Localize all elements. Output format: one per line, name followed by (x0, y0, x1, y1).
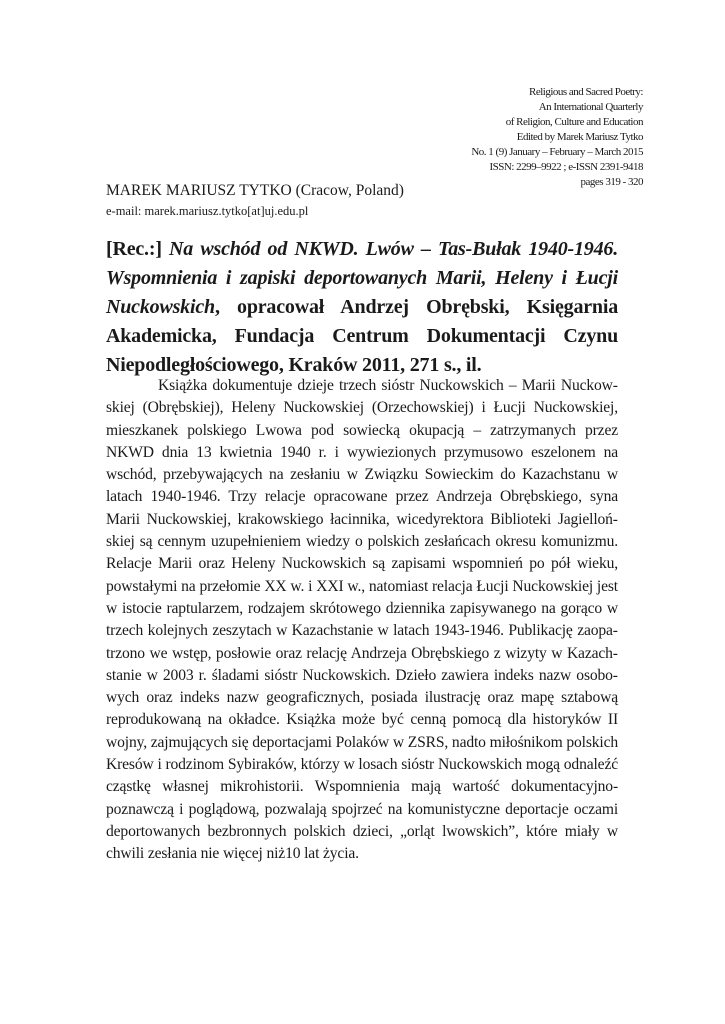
review-paragraph: Książka dokumentuje dzieje trzech sióstr Nuckowskich – Marii Nuckowskiej (Obrębskiej), Heleny Nuckowskiej (Orzechowskiej) i Łucji Nuckowskiej, mieszkanek polskiego Lwowa pod sowiecką okupacją – zatrzymanych przez NKWD dnia 13 kwietnia 1940 r. i wywiezionych przymusowo eszelonem na wschód, przebywających na zesłaniu w Związku Sowieckim do Kazachstanu w latach 1940-1946. Trzy relacje opracowane przez Andrzeja Obrębskiego, syna Marii Nuckowskiej, krakowskiego łacinnika, wicedyrektora Biblioteki Jagiellońskiej są cennym uzupełnieniem wiedzy o polskich zesłańcach okresu komunizmu. Relacje Marii oraz Heleny Nuckowskich są zapisami wspomnień po pół wieku, powstałymi na przełomie XX w. i XXI w., natomiast relacja Łucji Nuckowskiej jest w istocie raptularzem, rodzajem skrótowego dziennika zapisywanego na gorąco w trzech kolejnych zeszytach w Kazachstanie w latach 1943-1946. Publikację zaopatrzono we wstęp, posłowie oraz relację Andrzeja Obrębskiego z wizyty w Kazachstanie w 2003 r. śladami sióstr Nuckowskich. Dzieło zawiera indeks nazw osobowych oraz indeks nazw geograficznych, posiada ilustrację oraz mapę sztabową reprodukowaną na okładce. Książka może być cenną pomocą dla historyków II wojny, zajmujących się deportacjami Polaków w ZSRS, nadto miłośnikom polskich Kresów i rodzinom Sybiraków, którzy w losach sióstr Nuckowskich mogą odnaleźć cząstkę własnej mikrohistorii. Wspomnienia mają wartość dokumentacyjno-poznawczą i poglądową, pozwalają spojrzeć na komunistyczne deportacje oczami deportowanych bezbronnych polskich dzieci, „orląt lwowskich”, które miały w chwili zesłania nie więcej niż10 lat życia. (106, 377, 618, 863)
journal-title: Religious and Sacred Poetry: (528, 86, 643, 98)
review-title-prefix: [Rec.:] (106, 238, 170, 260)
journal-issn: ISSN: 2299–9922 ; e-ISSN 2391-9418 (489, 161, 643, 173)
journal-header (471, 85, 643, 190)
review-body (106, 375, 618, 866)
book-title: Na wschód od NKWD. Lwów – Tas-Bułak 1940-1946. Wspomnienia i zapiski deportowanych Marii, Heleny i Łucji Nuckowskich (106, 238, 619, 318)
review-title (106, 235, 618, 380)
journal-issue: No. 1 (9) January – February – March 2015 (471, 146, 643, 158)
author-name: MAREK MARIUSZ TYTKO (Cracow, Poland) (106, 182, 404, 199)
book-publication-details: , opracował Andrzej Obrębski, Księgarnia Akademicka, Fundacja Centrum Dokumentacji Czynu Niepodległościowego, Kraków 2011, 271 s., il. (106, 296, 618, 376)
journal-pages: pages 319 - 320 (580, 176, 643, 188)
author-email: e-mail: marek.mariusz.tytko[at]uj.edu.pl (106, 204, 309, 218)
journal-editor: Edited by Marek Mariusz Tytko (516, 131, 643, 143)
journal-subtitle-2: of Religion, Culture and Education (505, 116, 643, 128)
journal-subtitle: An International Quarterly (538, 101, 643, 113)
